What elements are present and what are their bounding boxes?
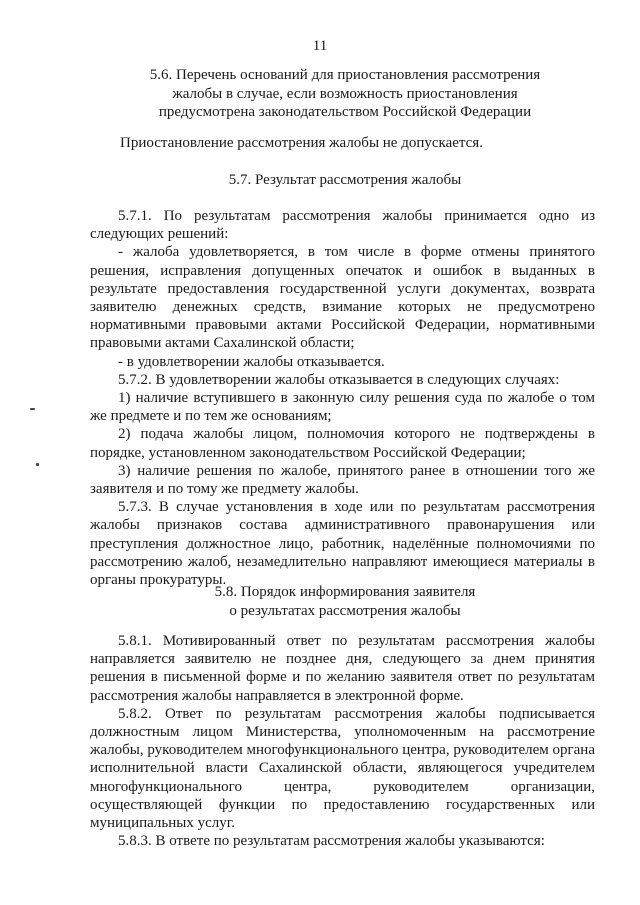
case-item: 1) наличие вступившего в законную силу решения суда по жалобе о том же предмете и по тем же основаниям; bbox=[90, 390, 595, 425]
section-5-7-heading: 5.7. Результат рассмотрения жалобы bbox=[228, 172, 462, 188]
section-5-8-body bbox=[90, 632, 595, 850]
section-5-8-heading bbox=[90, 583, 600, 620]
paragraph-5-7-1: 5.7.1. По результатам рассмотрения жалобы принимается одно из следующих решений: bbox=[90, 208, 595, 243]
heading-line: предусмотрена законодательством Российской Федерации bbox=[158, 104, 532, 120]
heading-line: о результатах рассмотрения жалобы bbox=[229, 602, 461, 619]
paragraph-5-8-2: 5.8.2. Ответ по результатам рассмотрения жалобы подписывается должностным лицом Министерства, уполномоченным на рассмотрение жалобы, руководителем многофункционального центра, руководителем органа исполнительной власти Сахалинской области, являющегося учредителем многофункционального центра, руководителем организации, осуществляющей функции по предоставлению государственных или муниципальных услуг. bbox=[90, 705, 595, 832]
case-item: 3) наличие решения по жалобе, принятого ранее в отношении того же заявителя и по тому же предмету жалобы. bbox=[90, 462, 595, 498]
paragraph-5-8-1: 5.8.1. Мотивированный ответ по результатам рассмотрения жалобы направляется заявителю не позднее дня, следующего за днем принятия решения в письменной форме и по желанию заявителя ответ по результатам рассмотрения жалобы направляется в электронной форме. bbox=[90, 633, 595, 704]
case-item: 2) подача жалобы лицом, полномочия которого не подтверждены в порядке, установленном законодательством Российской Федерации; bbox=[90, 426, 595, 461]
paragraph-5-7-2: 5.7.2. В удовлетворении жалобы отказывается в следующих случаях: bbox=[118, 371, 560, 388]
heading-line: 5.8. Порядок информирования заявителя bbox=[214, 584, 476, 600]
section-5-7-body bbox=[90, 207, 595, 589]
section-5-6-heading bbox=[90, 66, 600, 122]
paragraph: Приостановление рассмотрения жалобы не допускается. bbox=[120, 135, 483, 151]
page-number: 11 bbox=[312, 38, 328, 54]
heading-line: жалобы в случае, если возможность приостановления bbox=[172, 85, 518, 102]
scan-speck bbox=[30, 408, 35, 410]
section-5-6-text bbox=[120, 134, 590, 152]
bullet-item: - жалоба удовлетворяется, в том числе в форме отмены принятого решения, исправления допущенных опечаток и ошибок в выданных в результате предоставления государственной услуги документах, возврата заявителю денежных средств, взимание которых не предусмотрено нормативными правовыми актами Российской Федерации, нормативными правовыми актами Сахалинской области; bbox=[90, 244, 595, 352]
heading-line: 5.6. Перечень оснований для приостановления рассмотрения bbox=[149, 67, 541, 83]
paragraph-5-7-3: 5.7.3. В случае установления в ходе или по результатам рассмотрения жалобы признаков состава административного правонарушения или преступления должностное лицо, работник, наделённые полномочиями по рассмотрению жалоб, незамедлительно направляют имеющиеся материалы в органы прокуратуры. bbox=[90, 499, 595, 589]
bullet-item: - в удовлетворении жалобы отказывается. bbox=[118, 353, 385, 370]
paragraph-5-8-3: 5.8.3. В ответе по результатам рассмотрения жалобы указываются: bbox=[118, 833, 545, 850]
scan-speck bbox=[36, 463, 39, 466]
